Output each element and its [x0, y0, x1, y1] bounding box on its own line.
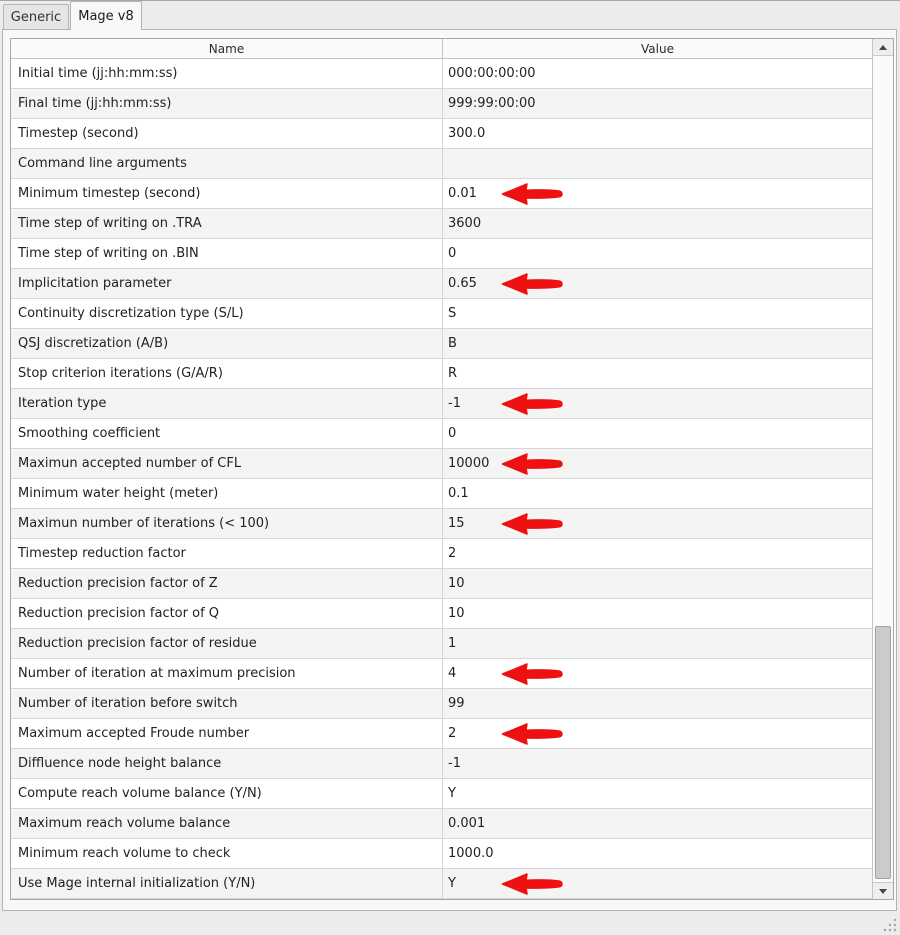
param-name-cell: QSJ discretization (A/B) [11, 329, 443, 358]
param-value-cell[interactable]: -1 [443, 389, 872, 418]
param-name-cell: Maximun accepted number of CFL [11, 449, 443, 478]
tab-generic-label: Generic [10, 9, 62, 25]
param-name-cell: Continuity discretization type (S/L) [11, 299, 443, 328]
tab-generic[interactable] [3, 4, 69, 29]
table-row[interactable] [11, 659, 872, 689]
annotation-arrow-icon [500, 872, 566, 896]
param-name-cell: Stop criterion iterations (G/A/R) [11, 359, 443, 388]
param-name-cell: Maximum accepted Froude number [11, 719, 443, 748]
annotation-arrow-icon [500, 272, 566, 296]
param-value-cell[interactable]: 10 [448, 576, 465, 591]
param-value-cell[interactable]: 0.1 [448, 486, 469, 501]
param-name-cell: Reduction precision factor of residue [11, 629, 443, 658]
param-name-cell: Maximun number of iterations (< 100) [11, 509, 443, 538]
param-value-cell[interactable]: 000:00:00:00 [448, 66, 536, 81]
param-value-cell[interactable]: 1 [448, 636, 457, 651]
param-value-cell[interactable]: 999:99:00:00 [448, 96, 536, 111]
scrollbar-thumb[interactable] [875, 626, 891, 879]
table-row[interactable] [11, 539, 872, 569]
param-value-cell[interactable]: 3600 [448, 216, 482, 231]
annotation-arrow-icon [500, 392, 566, 416]
param-value-cell[interactable]: 0.001 [448, 816, 486, 831]
param-name-cell: Use Mage internal initialization (Y/N) [11, 869, 443, 898]
table-row[interactable] [11, 779, 872, 809]
tab-mage-v8-label: Mage v8 [78, 8, 134, 24]
param-name-cell: Timestep reduction factor [11, 539, 443, 568]
param-value-cell[interactable]: 15 [443, 509, 872, 538]
table-row[interactable] [11, 479, 872, 509]
param-value-cell[interactable]: 1000.0 [448, 846, 494, 861]
table-row[interactable] [11, 59, 872, 89]
param-value-cell[interactable]: 300.0 [448, 126, 486, 141]
param-value-cell[interactable]: 99 [448, 696, 465, 711]
table-row[interactable] [11, 629, 872, 659]
table-row[interactable] [11, 869, 872, 899]
tab-mage-v8[interactable] [70, 1, 142, 30]
param-value-cell[interactable]: 2 [443, 719, 872, 748]
param-name-cell: Compute reach volume balance (Y/N) [11, 779, 443, 808]
annotation-arrow-icon [500, 452, 566, 476]
param-value-cell[interactable]: 0 [448, 246, 457, 261]
annotation-arrow-icon [500, 722, 566, 746]
param-name-cell: Timestep (second) [11, 119, 443, 148]
column-header-name[interactable]: Name [11, 39, 443, 58]
annotation-arrow-icon [500, 182, 566, 206]
table-row[interactable] [11, 239, 872, 269]
annotation-arrow-icon [500, 512, 566, 536]
param-value-cell[interactable]: B [448, 336, 457, 351]
table-row[interactable] [11, 509, 872, 539]
param-name-cell: Time step of writing on .BIN [11, 239, 443, 268]
triangle-up-icon [879, 45, 887, 50]
param-value-cell[interactable] [443, 149, 872, 178]
param-name-cell: Number of iteration before switch [11, 689, 443, 718]
table-row[interactable] [11, 119, 872, 149]
table-row[interactable] [11, 149, 872, 179]
param-name-cell: Number of iteration at maximum precision [11, 659, 443, 688]
param-value-cell[interactable]: 0 [448, 426, 457, 441]
table-row[interactable] [11, 719, 872, 749]
param-name-cell: Final time (jj:hh:mm:ss) [11, 89, 443, 118]
param-value-cell[interactable]: 0.65 [443, 269, 872, 298]
column-header-value[interactable]: Value [641, 41, 674, 56]
param-name-cell: Minimum water height (meter) [11, 479, 443, 508]
parameter-table [10, 38, 894, 900]
table-row[interactable] [11, 569, 872, 599]
table-row[interactable] [11, 809, 872, 839]
param-name-cell: Minimum reach volume to check [11, 839, 443, 868]
param-name-cell: Reduction precision factor of Q [11, 599, 443, 628]
table-row[interactable] [11, 419, 872, 449]
param-value-cell[interactable]: Y [443, 869, 872, 898]
table-row[interactable] [11, 299, 872, 329]
param-name-cell: Time step of writing on .TRA [11, 209, 443, 238]
table-row[interactable] [11, 449, 872, 479]
param-name-cell: Iteration type [11, 389, 443, 418]
triangle-down-icon [879, 889, 887, 894]
table-row[interactable] [11, 209, 872, 239]
vertical-scrollbar[interactable] [872, 39, 893, 899]
param-value-cell[interactable]: S [448, 306, 457, 321]
table-row[interactable] [11, 179, 872, 209]
table-header [11, 39, 872, 59]
param-name-cell: Reduction precision factor of Z [11, 569, 443, 598]
table-row[interactable] [11, 329, 872, 359]
param-name-cell: Smoothing coefficient [11, 419, 443, 448]
table-row[interactable] [11, 89, 872, 119]
table-row[interactable] [11, 839, 872, 869]
table-row[interactable] [11, 269, 872, 299]
tab-content-panel [2, 29, 897, 911]
scroll-up-button[interactable] [873, 39, 893, 56]
table-row[interactable] [11, 749, 872, 779]
param-value-cell[interactable]: 4 [443, 659, 872, 688]
table-row[interactable] [11, 359, 872, 389]
param-name-cell: Initial time (jj:hh:mm:ss) [11, 59, 443, 88]
param-name-cell: Implicitation parameter [11, 269, 443, 298]
table-body [11, 59, 872, 899]
param-value-cell[interactable]: 10000 [443, 449, 872, 478]
param-value-cell[interactable]: 0.01 [443, 179, 872, 208]
scroll-down-button[interactable] [873, 882, 893, 899]
param-value-cell[interactable]: 10 [448, 606, 465, 621]
param-name-cell: Diffluence node height balance [11, 749, 443, 778]
resize-grip-icon[interactable] [882, 917, 898, 933]
status-bar [0, 911, 900, 935]
param-name-cell: Command line arguments [11, 149, 443, 178]
table-row[interactable] [11, 599, 872, 629]
table-row[interactable] [11, 389, 872, 419]
param-value-cell[interactable]: 2 [448, 546, 457, 561]
param-value-cell[interactable]: -1 [448, 756, 461, 771]
param-value-cell[interactable]: Y [448, 786, 456, 801]
param-name-cell: Maximum reach volume balance [11, 809, 443, 838]
annotation-arrow-icon [500, 662, 566, 686]
param-value-cell[interactable]: R [448, 366, 458, 381]
table-row[interactable] [11, 689, 872, 719]
param-name-cell: Minimum timestep (second) [11, 179, 443, 208]
